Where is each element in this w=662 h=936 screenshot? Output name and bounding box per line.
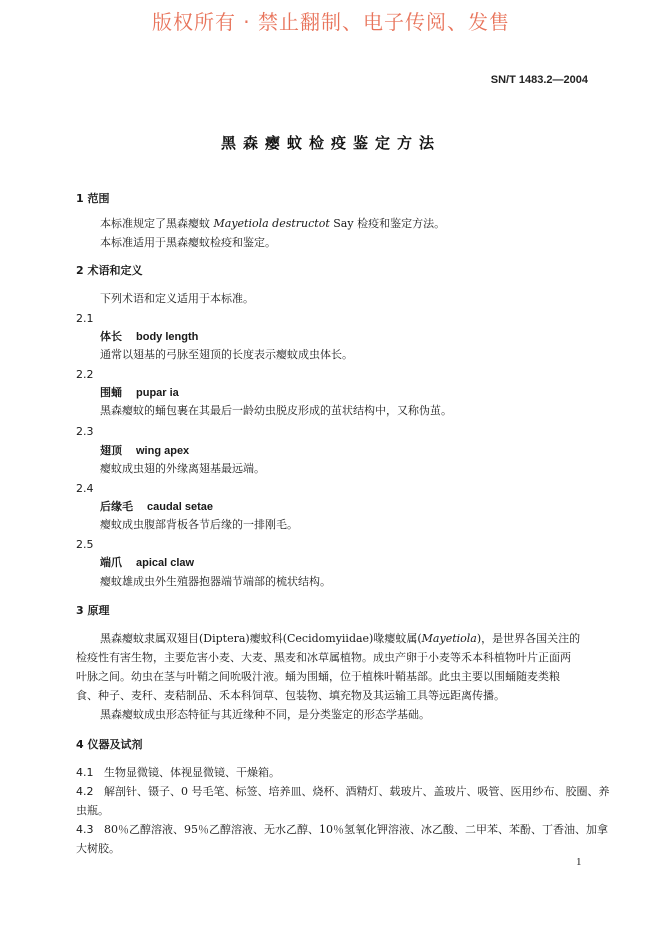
copyright-banner: 版权所有 · 禁止翻制、电子传阅、发售 bbox=[151, 10, 511, 34]
section-3-paragraph-line: 叶脉之间。幼虫在茎与叶鞘之间吮吸汁液。蛹为围蛹，位于植株叶鞘基部。此虫主要以围蛹随麦类粮 bbox=[76, 670, 560, 683]
term-number: 2.2 bbox=[76, 368, 94, 381]
term-definition: 瘿蚊成虫腹部背板各节后缘的一排刚毛。 bbox=[100, 518, 298, 531]
term-heading: 围蛹 pupar ia bbox=[100, 386, 179, 399]
item-text: 大树胶。 bbox=[76, 842, 120, 855]
term-heading: 后缘毛 caudal setae bbox=[100, 500, 214, 513]
item-text: 解剖针、镊子、0 号毛笔、标签、培养皿、烧杯、酒精灯、载玻片、盖玻片、吸管、医用纱布、胶圈、养 bbox=[104, 785, 610, 798]
section-3-paragraph-line: 黑森瘿蚊隶属双翅目(Diptera)瘿蚊科(Cecidomyiidae)喙瘿蚊属(Mayetiola)，是世界各国关注的 bbox=[100, 632, 581, 645]
section-3-paragraph-line: 检疫性有害生物，主要危害小麦、大麦、黑麦和冰草属植物。成虫产卵于小麦等禾本科植物叶片正面两 bbox=[76, 651, 571, 664]
document-title: 黑森瘿蚊检疫鉴定方法 bbox=[220, 134, 441, 152]
item-number: 4.3 bbox=[76, 823, 94, 836]
term-heading: 体长 body length bbox=[100, 330, 199, 343]
section-1-paragraph-1: 本标准规定了黑森瘿蚊 Mayetiola destructot Say 检疫和鉴定方法。 bbox=[100, 217, 446, 230]
species-name: Mayetiola destructot bbox=[213, 217, 330, 230]
genus-name: Mayetiola bbox=[421, 632, 477, 645]
section-3-paragraph-2: 黑森瘿蚊成虫形态特征与其近缘种不同，是分类鉴定的形态学基础。 bbox=[100, 708, 430, 721]
item-text: 虫瓶。 bbox=[76, 804, 109, 817]
term-number: 2.3 bbox=[76, 425, 94, 438]
term-number: 2.4 bbox=[76, 482, 94, 495]
item-number: 4.1 bbox=[76, 766, 94, 779]
term-number: 2.1 bbox=[76, 312, 94, 325]
standard-number: SN/T 1483.2—2004 bbox=[490, 74, 588, 86]
section-3-paragraph-line: 食、种子、麦秆、麦秸制品、禾本科饲草、包装物、填充物及其运输工具等远距离传播。 bbox=[76, 689, 505, 702]
term-definition: 通常以翅基的弓脉至翅顶的长度表示瘿蚊成虫体长。 bbox=[100, 348, 353, 361]
section-1-paragraph-2: 本标准适用于黑森瘿蚊检疫和鉴定。 bbox=[100, 236, 276, 249]
section-4-heading: 4 仪器及试剂 bbox=[76, 738, 143, 751]
page-number: 1 bbox=[576, 856, 582, 868]
section-2-heading: 2 术语和定义 bbox=[76, 264, 143, 277]
term-definition: 黑森瘿蚊的蛹包裹在其最后一龄幼虫脱皮形成的茧状结构中，又称伪茧。 bbox=[100, 404, 452, 417]
term-heading: 翅顶 wing apex bbox=[100, 444, 190, 457]
term-heading: 端爪 apical claw bbox=[100, 556, 195, 569]
term-definition: 瘿蚊成虫翅的外缘离翅基最远端。 bbox=[100, 462, 265, 475]
section-2-intro: 下列术语和定义适用于本标准。 bbox=[100, 292, 254, 305]
item-number: 4.2 bbox=[76, 785, 94, 798]
section-1-heading: 1 范围 bbox=[76, 192, 110, 205]
section-3-heading: 3 原理 bbox=[76, 604, 110, 617]
item-text: 80％乙醇溶液、95％乙醇溶液、无水乙醇、10％氢氧化钾溶液、冰乙酸、二甲苯、苯酚、丁香油、加拿 bbox=[104, 823, 608, 836]
term-definition: 瘿蚊雄成虫外生殖器抱器端节端部的梳状结构。 bbox=[100, 575, 331, 588]
item-text: 生物显微镜、体视显微镜、干燥箱。 bbox=[104, 766, 280, 779]
term-number: 2.5 bbox=[76, 538, 94, 551]
